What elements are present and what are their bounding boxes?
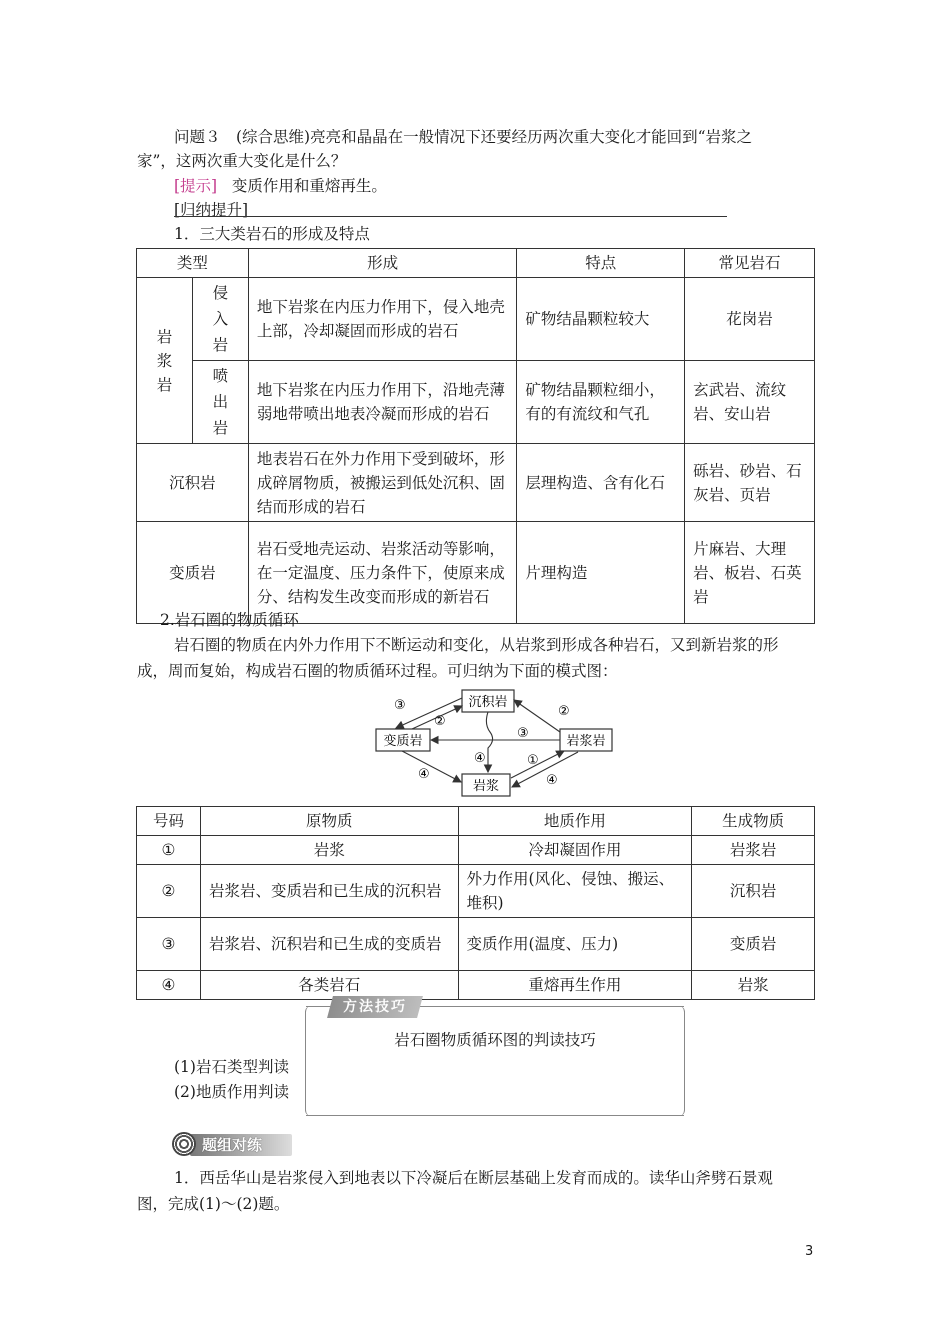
process-row4-action: 重熔再生作用: [458, 971, 692, 1000]
metamorphic-examples: 片麻岩、大理岩、板岩、石英岩: [685, 522, 815, 624]
rock-header-feature: 特点: [517, 249, 685, 278]
method-tag: [327, 996, 423, 1018]
magma-rock-text: 岩浆岩: [156, 327, 173, 394]
sedimentary-examples: 砾岩、砂岩、石灰岩、页岩: [685, 444, 815, 522]
process-row1-product: 岩浆岩: [692, 836, 815, 865]
arrow-meta-to-magma: [402, 751, 461, 782]
arrow-igneous-to-magma: [512, 752, 578, 787]
extrusive-examples: 玄武岩、流纹岩、安山岩: [685, 361, 815, 444]
process-header-no: 号码: [137, 807, 201, 836]
extrusive-feature: 矿物结晶颗粒细小，有的有流纹和气孔: [517, 361, 685, 444]
process-row2-source: 岩浆岩、变质岩和已生成的沉积岩: [200, 865, 458, 918]
practice-q1-line1: 1．西岳华山是岩浆侵入到地表以下冷凝后在断层基础上发育而成的。读华山斧劈石景观: [174, 1169, 773, 1187]
hint-text: 变质作用和重熔再生。: [231, 177, 387, 195]
practice-header: [172, 1132, 292, 1158]
intrusive-text: 侵入岩: [212, 284, 229, 354]
section2-para2: 成，周而复始，构成岩石圈的物质循环过程。可归纳为下面的模式图：: [137, 662, 618, 680]
method-title: 岩石圈物质循环图的判读技巧: [394, 1031, 596, 1049]
extrusive-formation: 地下岩浆在内压力作用下，沿地壳薄弱地带喷出地表冷凝而形成的岩石: [248, 361, 517, 444]
question3-line2: 家”，这两次重大变化是什么？: [137, 152, 347, 170]
rock-header-formation: 形成: [248, 249, 517, 278]
hint-line: [174, 174, 854, 198]
extrusive-label: [192, 361, 248, 444]
rock-cycle-diagram: [372, 686, 622, 800]
practice-tag: 题组对练: [202, 1136, 263, 1154]
arrow-sed-to-meta: [396, 698, 462, 728]
label-2b: ②: [558, 704, 570, 719]
section1-title: 1．三大类岩石的形成及特点: [174, 225, 370, 243]
process-row4-product: 岩浆: [692, 971, 815, 1000]
metamorphic-node-label: 变质岩: [383, 734, 423, 749]
process-header-action: 地质作用: [458, 807, 692, 836]
method-box: [305, 1006, 685, 1116]
process-row2-product: 沉积岩: [692, 865, 815, 918]
label-4c: ④: [546, 773, 558, 788]
process-row3-action: 变质作用(温度、压力): [458, 918, 692, 971]
page-number: 3: [805, 1244, 814, 1259]
label-4a: ④: [474, 751, 486, 766]
label-3a: ③: [394, 698, 406, 713]
sedimentary-formation: 地表岩石在外力作用下受到破坏，形成碎屑物质，被搬运到低处沉积、固结而形成的岩石: [248, 444, 517, 522]
metamorphic-formation: 岩石受地壳运动、岩浆活动等影响，在一定温度、压力条件下，使原来成分、结构发生改变而形成的新岩石: [248, 522, 517, 624]
method-item1: (1)岩石类型判读: [174, 1058, 289, 1076]
practice-q1-line2: 图，完成(1)～(2)题。: [137, 1195, 290, 1213]
intrusive-formation: 地下岩浆在内压力作用下，侵入地壳上部，冷却凝固而形成的岩石: [248, 278, 517, 361]
sedimentary-node-label: 沉积岩: [468, 695, 508, 710]
label-3b: ③: [517, 726, 529, 741]
rock-header-type: 类型: [137, 249, 249, 278]
igneous-node-label: 岩浆岩: [566, 734, 606, 749]
sedimentary-label: 沉积岩: [137, 444, 249, 522]
hint-tag: [提示]: [174, 177, 218, 195]
arrow-sed-to-magma: [486, 712, 492, 772]
extrusive-text: 喷出岩: [212, 367, 229, 437]
process-row3-product: 变质岩: [692, 918, 815, 971]
process-row1-action: 冷却凝固作用: [458, 836, 692, 865]
summary-tag: [归纳提升]: [174, 201, 249, 219]
section2-para1: 岩石圈的物质在内外力作用下不断运动和变化，从岩浆到形成各种岩石，又到新岩浆的形: [174, 636, 779, 654]
section2-title: 2.岩石圈的物质循环: [160, 611, 299, 629]
metamorphic-feature: 片理构造: [517, 522, 685, 624]
process-row2-action: 外力作用(风化、侵蚀、搬运、堆积): [458, 865, 692, 918]
magma-node-label: 岩浆: [472, 779, 500, 794]
process-row2-no: ②: [137, 865, 201, 918]
process-row4-no: ④: [137, 971, 201, 1000]
intrusive-label: [192, 278, 248, 361]
label-1: ①: [527, 753, 539, 768]
intrusive-feature: 矿物结晶颗粒较大: [517, 278, 685, 361]
magma-rock-label: [137, 278, 193, 444]
process-row1-no: ①: [137, 836, 201, 865]
process-row1-source: 岩浆: [200, 836, 458, 865]
process-row4-source: 各类岩石: [200, 971, 458, 1000]
metamorphic-label: 变质岩: [137, 522, 249, 624]
sedimentary-feature: 层理构造、含有化石: [517, 444, 685, 522]
intrusive-examples: 花岗岩: [685, 278, 815, 361]
label-2a: ②: [434, 714, 446, 729]
process-row3-source: 岩浆岩、沉积岩和已生成的变质岩: [200, 918, 458, 971]
process-row3-no: ③: [137, 918, 201, 971]
process-table: [136, 806, 815, 1000]
rock-header-examples: 常见岩石: [685, 249, 815, 278]
label-4b: ④: [418, 767, 430, 782]
target-icon: [172, 1132, 196, 1156]
process-header-product: 生成物质: [692, 807, 815, 836]
method-tag-text: 方法技巧: [343, 999, 407, 1015]
rock-type-table: [136, 248, 815, 624]
summary-divider: [174, 216, 727, 217]
question3-line1: 问题３ (综合思维)亮亮和晶晶在一般情况下还要经历两次重大变化才能回到“岩浆之: [174, 128, 753, 146]
method-item2: (2)地质作用判读: [174, 1083, 289, 1101]
process-header-source: 原物质: [200, 807, 458, 836]
